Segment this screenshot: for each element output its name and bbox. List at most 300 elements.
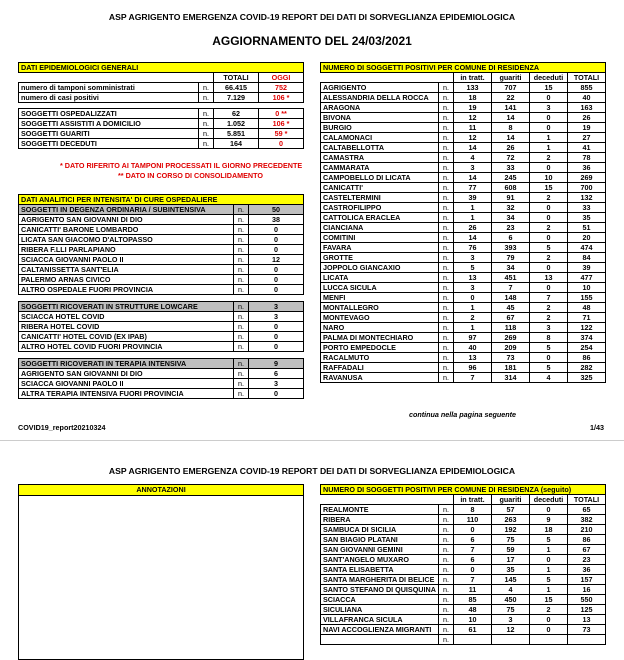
cure-value: 9 (249, 359, 304, 369)
epi-totali: 62 (214, 109, 259, 119)
comune-n: n. (439, 595, 454, 605)
comune-n: n. (439, 585, 454, 595)
col2-in-tratt: in tratt. (454, 495, 492, 505)
totali: 132 (568, 193, 606, 203)
totali: 550 (568, 595, 606, 605)
comune-name: VILLAFRANCA SICULA (321, 615, 439, 625)
epi-label: SOGGETTI DECEDUTI (19, 139, 199, 149)
totali (568, 635, 606, 645)
totali: 27 (568, 133, 606, 143)
deceduti: 0 (530, 263, 568, 273)
deceduti: 2 (530, 303, 568, 313)
cure-value: 0 (249, 265, 304, 275)
cure-row (19, 255, 304, 265)
cure-label: CANICATTI' BARONE LOMBARDO (19, 225, 234, 235)
col-guariti: guariti (492, 73, 530, 83)
guariti: 12 (492, 625, 530, 635)
epi-label: SOGGETTI GUARITI (19, 129, 199, 139)
totali: 700 (568, 183, 606, 193)
comune-n: n. (439, 93, 454, 103)
in-tratt: 1 (454, 323, 492, 333)
comune-name: CAMMARATA (321, 163, 439, 173)
cure-label: RIBERA F.LLI PARLAPIANO (19, 245, 234, 255)
comune-n: n. (439, 605, 454, 615)
annotazioni-title: ANNOTAZIONI (19, 485, 303, 496)
cure-value: 0 (249, 225, 304, 235)
cure-n: n. (234, 265, 249, 275)
cure-value: 12 (249, 255, 304, 265)
epi-row (19, 109, 304, 119)
comune-row (321, 283, 606, 293)
deceduti: 0 (530, 555, 568, 565)
cure-row (19, 235, 304, 245)
cure-row (19, 245, 304, 255)
comune-row (321, 223, 606, 233)
cure-group-row (19, 205, 304, 215)
comune-n: n. (439, 183, 454, 193)
in-tratt: 133 (454, 83, 492, 93)
cure-label: CALTANISSETTA SANT'ELIA (19, 265, 234, 275)
comune-name: RAFFADALI (321, 363, 439, 373)
cure-n: n. (234, 205, 249, 215)
guariti: 57 (492, 505, 530, 515)
deceduti: 1 (530, 133, 568, 143)
comune-row (321, 525, 606, 535)
cure-label: LICATA SAN GIACOMO D'ALTOPASSO (19, 235, 234, 245)
cure-label: PALERMO ARNAS CIVICO (19, 275, 234, 285)
comune-n: n. (439, 625, 454, 635)
deceduti: 2 (530, 193, 568, 203)
guariti: 314 (492, 373, 530, 383)
comune-name: CASTROFILIPPO (321, 203, 439, 213)
totali: 210 (568, 525, 606, 535)
in-tratt: 7 (454, 545, 492, 555)
guariti: 26 (492, 143, 530, 153)
totali: 13 (568, 615, 606, 625)
col-totali: TOTALI (214, 73, 259, 83)
guariti: 263 (492, 515, 530, 525)
comune-name: SANTO STEFANO DI QUISQUINA (321, 585, 439, 595)
report-header: ASP AGRIGENTO EMERGENZA COVID-19 REPORT DEI DATI DI SORVEGLIANZA EPIDEMIOLOGICA (108, 12, 516, 22)
comune-name: SANTA ELISABETTA (321, 565, 439, 575)
epi-title: DATI EPIDEMIOLOGICI GENERALI (19, 63, 304, 73)
comuni2-title: NUMERO DI SOGGETTI POSITIVI PER COMUNE DI RESIDENZA (seguito) (321, 485, 606, 495)
deceduti: 7 (530, 293, 568, 303)
cure-label: ALTRO OSPEDALE FUORI PROVINCIA (19, 285, 234, 295)
comune-n: n. (439, 233, 454, 243)
comune-n: n. (439, 253, 454, 263)
epi-row (19, 93, 304, 103)
cure-label: SCIACCA GIOVANNI PAOLO II (19, 255, 234, 265)
comune-n: n. (439, 323, 454, 333)
deceduti: 0 (530, 283, 568, 293)
in-tratt: 7 (454, 373, 492, 383)
epi-totali: 1.052 (214, 119, 259, 129)
cure-value: 0 (249, 322, 304, 332)
cure-label: RIBERA HOTEL COVID (19, 322, 234, 332)
cure-label: SCIACCA GIOVANNI PAOLO II (19, 379, 234, 389)
comune-name: JOPPOLO GIANCAXIO (321, 263, 439, 273)
comune-name: SAMBUCA DI SICILIA (321, 525, 439, 535)
in-tratt: 6 (454, 555, 492, 565)
comune-name: CALTABELLOTTA (321, 143, 439, 153)
epi-oggi: 59 * (259, 129, 304, 139)
comune-name: ARAGONA (321, 103, 439, 113)
comune-name: BIVONA (321, 113, 439, 123)
guariti: 4 (492, 585, 530, 595)
comune-row (321, 313, 606, 323)
cure-value: 0 (249, 245, 304, 255)
comune-name: COMITINI (321, 233, 439, 243)
deceduti: 18 (530, 525, 568, 535)
comune-n: n. (439, 243, 454, 253)
comune-row (321, 103, 606, 113)
comune-row (321, 505, 606, 515)
guariti: 73 (492, 353, 530, 363)
in-tratt: 14 (454, 143, 492, 153)
in-tratt: 8 (454, 505, 492, 515)
totali: 71 (568, 313, 606, 323)
comune-n: n. (439, 545, 454, 555)
in-tratt: 3 (454, 283, 492, 293)
comune-name: LICATA (321, 273, 439, 283)
guariti: 33 (492, 163, 530, 173)
comune-row (321, 243, 606, 253)
comune-name: CATTOLICA ERACLEA (321, 213, 439, 223)
cure-label: SOGGETTI RICOVERATI IN STRUTTURE LOWCARE (19, 302, 234, 312)
comuni-table-2 (320, 484, 606, 645)
cure-value: 3 (249, 312, 304, 322)
page-number: 1/43 (590, 423, 604, 432)
deceduti: 2 (530, 313, 568, 323)
deceduti: 3 (530, 103, 568, 113)
in-tratt: 14 (454, 233, 492, 243)
cure-value: 0 (249, 285, 304, 295)
cure-value: 0 (249, 332, 304, 342)
in-tratt: 10 (454, 615, 492, 625)
in-tratt: 3 (454, 253, 492, 263)
comune-row (321, 373, 606, 383)
comune-n: n. (439, 283, 454, 293)
guariti: 145 (492, 575, 530, 585)
guariti: 269 (492, 333, 530, 343)
cure-n: n. (234, 389, 249, 399)
comune-row (321, 565, 606, 575)
footer-filename: COVID19_report20210324 (18, 423, 106, 432)
guariti: 245 (492, 173, 530, 183)
epi-oggi: 0 (259, 139, 304, 149)
totali: 155 (568, 293, 606, 303)
cure-n: n. (234, 302, 249, 312)
guariti: 6 (492, 233, 530, 243)
comune-row (321, 173, 606, 183)
comune-row (321, 615, 606, 625)
epi-row (19, 83, 304, 93)
guariti: 17 (492, 555, 530, 565)
deceduti: 0 (530, 93, 568, 103)
comune-row (321, 333, 606, 343)
in-tratt: 7 (454, 575, 492, 585)
comune-name: FAVARA (321, 243, 439, 253)
comune-name: REALMONTE (321, 505, 439, 515)
page-divider (0, 440, 624, 441)
guariti: 707 (492, 83, 530, 93)
comune-n: n. (439, 353, 454, 363)
deceduti: 5 (530, 535, 568, 545)
totali: 33 (568, 203, 606, 213)
comune-n: n. (439, 223, 454, 233)
cure-group-row (19, 302, 304, 312)
in-tratt: 13 (454, 273, 492, 283)
comune-n: n. (439, 113, 454, 123)
in-tratt (454, 635, 492, 645)
in-tratt: 18 (454, 93, 492, 103)
guariti: 59 (492, 545, 530, 555)
comune-row (321, 113, 606, 123)
cure-n: n. (234, 312, 249, 322)
epi-n: n. (199, 109, 214, 119)
cure-n: n. (234, 255, 249, 265)
totali: 86 (568, 353, 606, 363)
comune-row (321, 323, 606, 333)
deceduti: 0 (530, 113, 568, 123)
guariti: 181 (492, 363, 530, 373)
deceduti: 5 (530, 343, 568, 353)
comune-row (321, 575, 606, 585)
cure-label: SOGGETTI RICOVERATI IN TERAPIA INTENSIVA (19, 359, 234, 369)
cure-n: n. (234, 369, 249, 379)
comune-row (321, 213, 606, 223)
guariti: 3 (492, 615, 530, 625)
comune-name: RAVANUSA (321, 373, 439, 383)
totali: 477 (568, 273, 606, 283)
epi-oggi: 752 (259, 83, 304, 93)
comune-row (321, 193, 606, 203)
cure-label: AGRIGENTO SAN GIOVANNI DI DIO (19, 369, 234, 379)
update-title: AGGIORNAMENTO DEL 24/03/2021 (212, 34, 412, 48)
guariti: 451 (492, 273, 530, 283)
deceduti: 5 (530, 363, 568, 373)
deceduti: 10 (530, 173, 568, 183)
comune-n: n. (439, 505, 454, 515)
comune-n: n. (439, 163, 454, 173)
comune-n: n. (439, 103, 454, 113)
col-oggi: OGGI (259, 73, 304, 83)
comune-n: n. (439, 193, 454, 203)
epi-n: n. (199, 119, 214, 129)
comune-n: n. (439, 515, 454, 525)
comune-n: n. (439, 263, 454, 273)
report-header-2: ASP AGRIGENTO EMERGENZA COVID-19 REPORT DEI DATI DI SORVEGLIANZA EPIDEMIOLOGICA (108, 466, 516, 476)
comune-row (321, 625, 606, 635)
comune-row (321, 535, 606, 545)
comune-row (321, 123, 606, 133)
comune-n: n. (439, 363, 454, 373)
deceduti: 2 (530, 605, 568, 615)
epi-totali: 66.415 (214, 83, 259, 93)
in-tratt: 1 (454, 303, 492, 313)
guariti: 14 (492, 133, 530, 143)
guariti: 45 (492, 303, 530, 313)
totali: 269 (568, 173, 606, 183)
cure-value: 38 (249, 215, 304, 225)
in-tratt: 1 (454, 213, 492, 223)
comune-row (321, 273, 606, 283)
comune-row (321, 605, 606, 615)
deceduti: 5 (530, 575, 568, 585)
epi-n: n. (199, 93, 214, 103)
comune-row (321, 143, 606, 153)
comune-row (321, 263, 606, 273)
comune-row (321, 293, 606, 303)
cure-row (19, 275, 304, 285)
totali: 41 (568, 143, 606, 153)
col2-guariti: guariti (492, 495, 530, 505)
totali: 40 (568, 93, 606, 103)
epi-n: n. (199, 139, 214, 149)
in-tratt: 12 (454, 133, 492, 143)
comune-row (321, 545, 606, 555)
deceduti (530, 635, 568, 645)
totali: 51 (568, 223, 606, 233)
in-tratt: 96 (454, 363, 492, 373)
deceduti: 2 (530, 223, 568, 233)
guariti: 23 (492, 223, 530, 233)
deceduti: 4 (530, 373, 568, 383)
deceduti: 1 (530, 143, 568, 153)
cure-label: SOGGETTI IN DEGENZA ORDINARIA / SUBINTENSIVA (19, 205, 234, 215)
cure-n: n. (234, 275, 249, 285)
guariti: 450 (492, 595, 530, 605)
deceduti: 1 (530, 565, 568, 575)
totali: 23 (568, 555, 606, 565)
comune-n: n. (439, 525, 454, 535)
epi-label: numero di casi positivi (19, 93, 199, 103)
guariti: 75 (492, 535, 530, 545)
comune-n: n. (439, 343, 454, 353)
comune-row (321, 353, 606, 363)
cure-value: 3 (249, 379, 304, 389)
comune-name: SANT'ANGELO MUXARO (321, 555, 439, 565)
comune-n: n. (439, 133, 454, 143)
comune-n: n. (439, 213, 454, 223)
spacer-row (19, 295, 304, 302)
guariti: 141 (492, 103, 530, 113)
guariti: 67 (492, 313, 530, 323)
totali: 157 (568, 575, 606, 585)
epi-oggi: 0 ** (259, 109, 304, 119)
cure-row (19, 285, 304, 295)
deceduti: 8 (530, 333, 568, 343)
comune-row (321, 555, 606, 565)
comune-name: CIANCIANA (321, 223, 439, 233)
cure-n: n. (234, 379, 249, 389)
comune-name: SANTA MARGHERITA DI BELICE (321, 575, 439, 585)
in-tratt: 77 (454, 183, 492, 193)
comune-row (321, 253, 606, 263)
comune-row (321, 163, 606, 173)
col-in-tratt: in tratt. (454, 73, 492, 83)
guariti: 34 (492, 213, 530, 223)
in-tratt: 0 (454, 565, 492, 575)
deceduti: 0 (530, 233, 568, 243)
in-tratt: 11 (454, 123, 492, 133)
deceduti: 13 (530, 273, 568, 283)
deceduti: 0 (530, 615, 568, 625)
in-tratt: 13 (454, 353, 492, 363)
col-totali: TOTALI (568, 73, 606, 83)
totali: 20 (568, 233, 606, 243)
deceduti: 0 (530, 213, 568, 223)
cure-n: n. (234, 245, 249, 255)
totali: 254 (568, 343, 606, 353)
cure-row (19, 215, 304, 225)
col-deceduti: deceduti (530, 73, 568, 83)
guariti (492, 635, 530, 645)
comune-n: n. (439, 373, 454, 383)
cure-label: SCIACCA HOTEL COVID (19, 312, 234, 322)
cure-row (19, 332, 304, 342)
comune-row (321, 83, 606, 93)
in-tratt: 0 (454, 293, 492, 303)
cure-value: 3 (249, 302, 304, 312)
comune-n: n. (439, 303, 454, 313)
deceduti: 15 (530, 183, 568, 193)
in-tratt: 97 (454, 333, 492, 343)
in-tratt: 2 (454, 313, 492, 323)
totali: 10 (568, 283, 606, 293)
comune-n: n. (439, 123, 454, 133)
comune-name: AGRIGENTO (321, 83, 439, 93)
epi-label: SOGGETTI ASSISTITI A DOMICILIO (19, 119, 199, 129)
guariti: 608 (492, 183, 530, 193)
comune-row (321, 595, 606, 605)
in-tratt: 76 (454, 243, 492, 253)
cure-row (19, 322, 304, 332)
totali: 35 (568, 213, 606, 223)
comune-name: MONTALLEGRO (321, 303, 439, 313)
epi-totali: 5.851 (214, 129, 259, 139)
cure-value: 6 (249, 369, 304, 379)
cure-row (19, 369, 304, 379)
totali: 36 (568, 565, 606, 575)
guariti: 209 (492, 343, 530, 353)
totali: 474 (568, 243, 606, 253)
cure-n: n. (234, 359, 249, 369)
cure-row (19, 389, 304, 399)
comune-row (321, 153, 606, 163)
comune-row (321, 183, 606, 193)
totali: 282 (568, 363, 606, 373)
cure-value: 0 (249, 342, 304, 352)
comune-n: n. (439, 635, 454, 645)
guariti: 34 (492, 263, 530, 273)
comune-name: NAVI ACCOGLIENZA MIGRANTI (321, 625, 439, 635)
epi-row (19, 139, 304, 149)
continua-note: continua nella pagina seguente (408, 410, 517, 419)
cure-n: n. (234, 215, 249, 225)
totali: 78 (568, 153, 606, 163)
comune-n: n. (439, 273, 454, 283)
guariti: 75 (492, 605, 530, 615)
guariti: 8 (492, 123, 530, 133)
deceduti: 5 (530, 243, 568, 253)
totali: 374 (568, 333, 606, 343)
comune-name: CASTELTERMINI (321, 193, 439, 203)
comune-row (321, 93, 606, 103)
guariti: 35 (492, 565, 530, 575)
comune-name: MENFI (321, 293, 439, 303)
